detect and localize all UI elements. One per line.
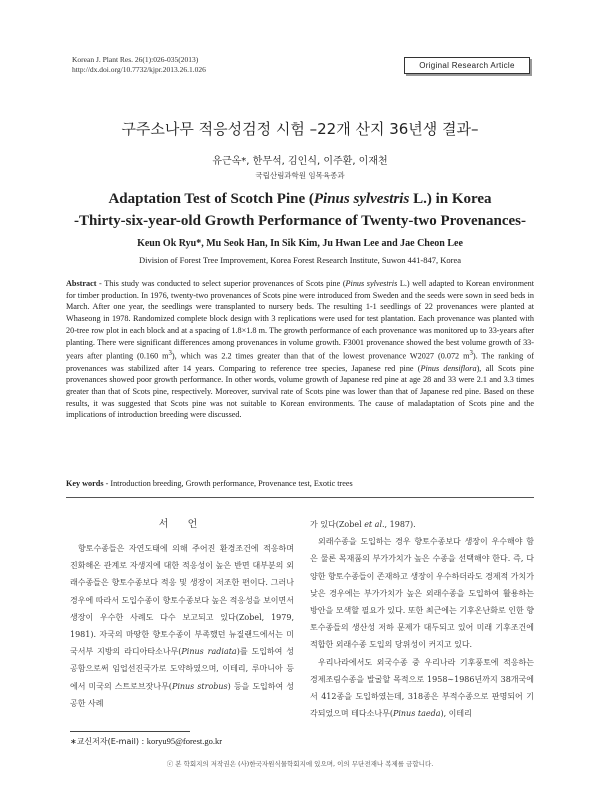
- title-text-end: L.) in Korea: [409, 191, 492, 207]
- body-text: ., 1987).: [382, 520, 416, 529]
- body-paragraph: 외래수종을 도입하는 경우 향토수종보다 생장이 우수해야 함은 물론 목재품의 부가가치가 높은 수종을 선택해야 한다. 즉, 다양한 향토수종들이 존재하고 생장이 우수하더라도 경제적 가치가 낮은 경우에는 부가가치가 높은 외래수종을 도입하여 활용하는 방안을 모색할 필요가 있다. 또한 최근에는 기후온난화로 인한 향토수종들의 생산성 저하 문제가 대두되고 있어 미래 기후조건에 적합한 외래수종 도입의 당위성이 커지고 있다.: [310, 537, 534, 650]
- korean-authors: 유근옥*, 한무석, 김인식, 이주환, 이재천: [212, 156, 388, 167]
- citation-etal: et al: [364, 520, 383, 529]
- korean-title: 구주소나무 적응성검정 시험 –22개 산지 36년생 결과–: [121, 120, 479, 138]
- title-text: Adaptation Test of Scotch Pine (: [108, 191, 314, 207]
- article-type-badge: Original Research Article: [404, 57, 530, 74]
- email-link[interactable]: koryu95@forest.go.kr: [146, 736, 223, 746]
- keywords-text: - Introduction breeding, Growth performance, Provenance test, Exotic trees: [103, 479, 353, 488]
- body-text: 우리나라에서도 외국수종 중 우리나라 기후풍토에 적응하는 경제조림수종을 발굴할 목적으로 1958∼1986년까지 38개국에서 412종을 도입하였는데, 318종은 부적수종으로 판명되어 기각되었으며 테다소나무(: [310, 657, 534, 719]
- english-title: [0, 188, 600, 232]
- abstract-species: Pinus densiflora: [420, 363, 477, 373]
- english-affiliation: Division of Forest Tree Improvement, Korea Forest Research Institute, Suwon 441-847, Korea: [139, 255, 461, 265]
- footnote-rule: [70, 731, 190, 732]
- english-authors: Keun Ok Ryu*, Mu Seok Han, In Sik Kim, Ju Hwan Lee and Jae Cheon Lee: [137, 238, 463, 249]
- section-heading-introduction: 서 언: [158, 519, 206, 530]
- copyright-notice: ⓒ 본 학회지의 저작권은 (사)한국자원식물학회지에 있으며, 이의 무단전재나 복제를 금합니다.: [166, 760, 434, 768]
- body-text: 가 있다(Zobel: [310, 520, 365, 529]
- body-text: 향토수종들은 자연도태에 의해 주어진 환경조건에 적응하며 진화해온 관계로 자생지에 대한 적응성이 높은 반면 대부분의 외래수종들은 향토수종보다 적응 및 생장이 저조한 편이다. 그러나 경우에 따라서 도입수종이 향토수종보다 높은 적응성을 보이면서 생장이 우수한 사례도 다수 보고되고 있다(Zobel, 1979, 1981). 자국의 마땅한 향토수종이 부족했던 뉴질랜드에서는 미국서부 지방의 라디아타소나무(: [70, 544, 294, 657]
- superscript: 3: [469, 350, 473, 358]
- doi-link[interactable]: http://dx.doi.org/10.7732/kjpr.2013.26.1.026: [72, 65, 206, 74]
- body-text: ) 등을 도입하여 성공한 사례: [70, 681, 294, 708]
- abstract-text: ). The ranking of provenances was stabilized after 14 years. Comparing to reference tree species, Japanese red pine (: [66, 351, 534, 373]
- abstract: [66, 278, 534, 421]
- body-paragraph: [310, 654, 534, 723]
- english-subtitle: -Thirty-six-year-old Growth Performance of Twenty-two Provenances-: [74, 213, 526, 229]
- body-text: ), 이테리: [440, 709, 472, 719]
- abstract-text: - This study was conducted to select superior provenances of Scots pine (: [96, 279, 346, 288]
- footnote-label: ∗교신저자(E-mail) :: [70, 737, 147, 746]
- abstract-species: Pinus sylvestris: [345, 279, 398, 288]
- body-column-right: [310, 516, 534, 722]
- keywords: [66, 479, 534, 488]
- title-species: Pinus sylvestris: [313, 191, 410, 207]
- journal-citation: Korean J. Plant Res. 26(1):026-035(2013): [72, 55, 199, 64]
- species-name: Pinus strobus: [171, 681, 228, 691]
- journal-meta: [72, 55, 206, 75]
- superscript: 3: [168, 350, 172, 358]
- section-divider: [66, 497, 534, 498]
- abstract-text: ), all Scots pine provenances showed poor growth performance. In other words, volume growth of Japanese red pine at age 28 and 33 were 2.1 and 3.3 times greater than that of Scots pine, respectively. Moreover, survival rate of Scots pine was lower than that of Japanese red pine. Based on these results, it was suggested that Scots pine was not suitable to Korean environments. The cause of maladaptation of Scots pine and the implications of introduction breeding were discussed.: [66, 363, 535, 420]
- species-name: Pinus radiata: [181, 647, 237, 657]
- body-column-left: [70, 518, 294, 712]
- corresponding-author-footnote: [70, 736, 222, 747]
- abstract-text: ), which was 2.2 times greater than that of the lowest provenance W2027 (0.072 m: [171, 351, 470, 361]
- body-text: )를 도입하여 성공함으로써 임업선진국가로 도약하였으며, 이테리, 루마니아 등에서 미국의 스트로브잣나무(: [70, 647, 295, 691]
- body-paragraph: [70, 540, 294, 712]
- species-name: Pinus taeda: [392, 709, 441, 719]
- abstract-label: Abstract: [66, 279, 97, 288]
- korean-affiliation: 국립산림과학원 임목육종과: [255, 171, 345, 180]
- abstract-text: L.) well adapted to Korean environment for timber production. In 1976, twenty-two provenances of Scots pine were introduced from Sweden and the seeds were sown in seed beds in March. After one year, the seedlings were transplanted to nursery beds. The resulting 1-1 seedlings of 22 provenances were planted at Whaseong in 1978. Randomized complete block design with 3 replications were used for test plantation. Each provenance was planted with 20-tree row plot in each block and at a spacing of 1.8×1.8 m. The growth performance of each provenance was monitored up to 33-years after planting. There were significant differences among provenances in volume growth. F3001 provenance showed the best volume growth of 33-years after planting (0.160 m: [66, 279, 534, 361]
- english-title-line1: [0, 188, 600, 210]
- keywords-label: Key words: [66, 479, 104, 488]
- body-paragraph: [310, 516, 534, 533]
